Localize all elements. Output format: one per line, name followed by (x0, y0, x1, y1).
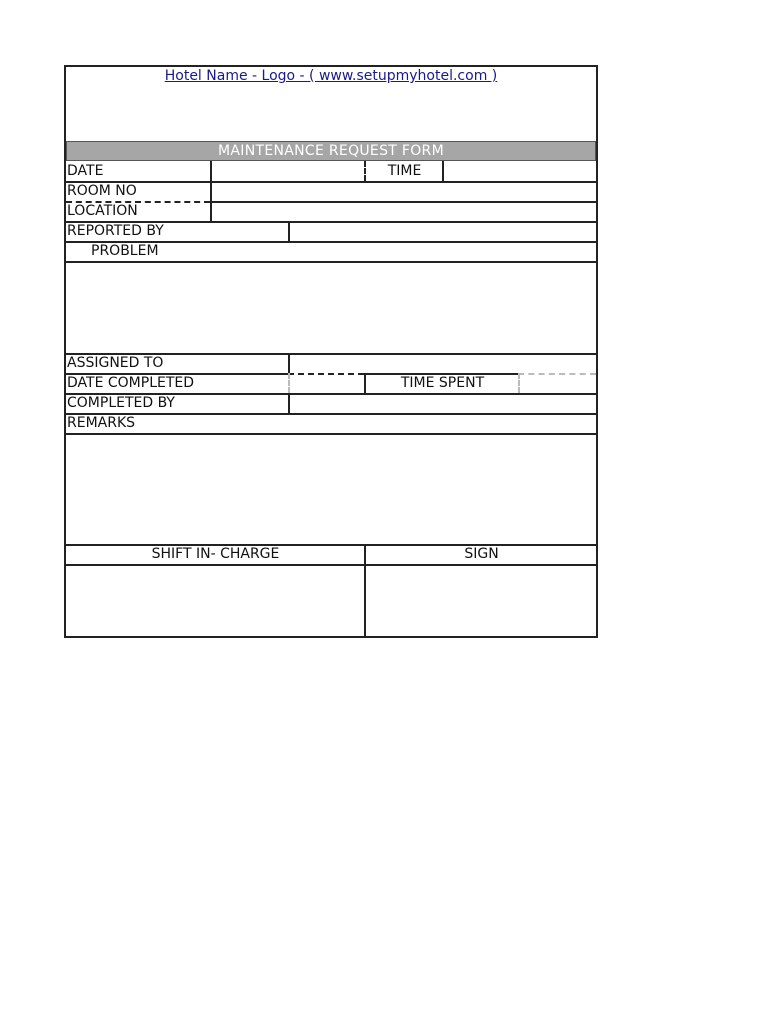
location-field[interactable] (212, 202, 596, 220)
remarks-field[interactable] (66, 435, 596, 543)
problem-field[interactable] (66, 263, 596, 353)
location-label: LOCATION (67, 203, 138, 219)
assigned-to-label: ASSIGNED TO (67, 355, 164, 371)
logo-area (66, 85, 596, 139)
remarks-label: REMARKS (67, 415, 136, 431)
sign-field[interactable] (366, 566, 596, 636)
maintenance-request-form (64, 65, 598, 638)
completed-by-label: COMPLETED BY (67, 395, 175, 411)
shift-in-charge-label: SHIFT IN- CHARGE (151, 546, 280, 562)
reported-by-field[interactable] (290, 222, 596, 240)
sign-label: SIGN (464, 546, 499, 562)
time-field[interactable] (444, 162, 596, 180)
date-field[interactable] (212, 162, 364, 180)
time-spent-field[interactable] (520, 374, 596, 392)
problem-label: PROBLEM (91, 243, 159, 259)
form-title: MAINTENANCE REQUEST FORM (66, 141, 596, 161)
shift-in-charge-field[interactable] (66, 566, 364, 636)
room-no-label: ROOM NO (67, 183, 137, 199)
room-no-field[interactable] (212, 182, 596, 200)
reported-by-label: REPORTED BY (67, 223, 164, 239)
date-completed-label: DATE COMPLETED (67, 375, 195, 391)
time-spent-label: TIME SPENT (400, 375, 485, 391)
assigned-to-field[interactable] (290, 354, 596, 372)
time-label: TIME (387, 163, 422, 179)
completed-by-field[interactable] (290, 394, 596, 412)
hotel-logo-link[interactable]: Hotel Name - Logo - ( www.setupmyhotel.com ) (164, 68, 498, 84)
date-label: DATE (67, 163, 104, 179)
date-completed-field[interactable] (290, 374, 364, 392)
